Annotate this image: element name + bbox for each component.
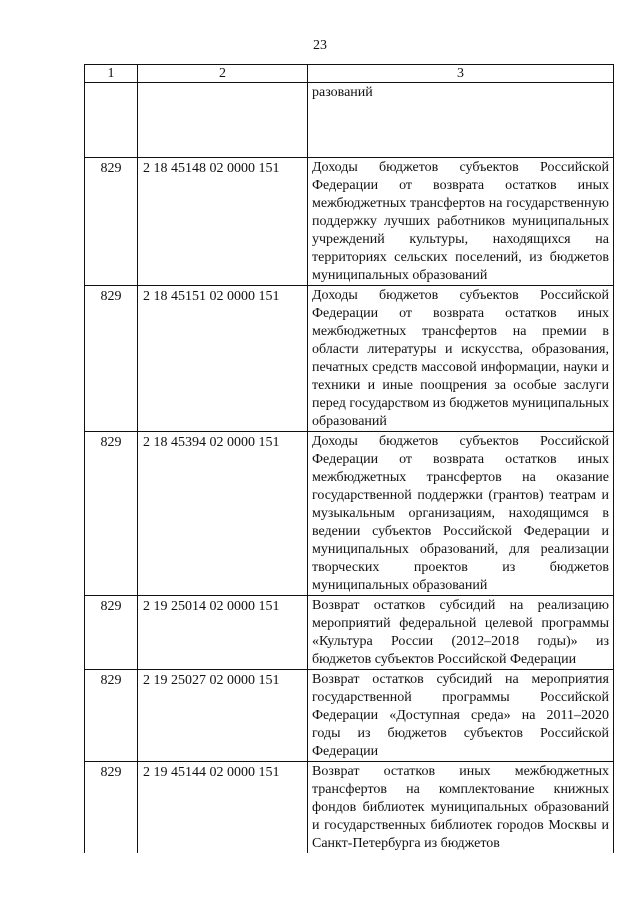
kbk-code-cell	[138, 83, 308, 158]
kbk-code-cell: 2 18 45151 02 0000 151	[138, 286, 308, 432]
admin-code-cell: 829	[85, 670, 138, 762]
table-row	[85, 762, 614, 854]
description-cell: Доходы бюджетов субъектов Российской Федерации от возврата остатков иных межбюджетных трансфертов на государственную поддержку лучших работников муниципальных учреждений культуры, находящихся на территориях сельских поселений, из бюджетов муниципальных образований	[308, 158, 614, 286]
table-row	[85, 286, 614, 432]
description-cell: Возврат остатков иных межбюджетных трансфертов на комплектование книжных фондов библиотек муниципальных образований и государственных библиотек городов Москвы и Санкт-Петербурга из бюджетов	[308, 762, 614, 854]
description-cell: Возврат остатков субсидий на реализацию мероприятий федеральной целевой программы «Культура России (2012–2018 годы)» из бюджетов субъектов Российской Федерации	[308, 596, 614, 670]
table-row	[85, 83, 614, 158]
description-cell: Доходы бюджетов субъектов Российской Федерации от возврата остатков иных межбюджетных трансфертов на оказание государственной поддержки (грантов) театрам и музыкальным организациям, находящимся в ведении субъектов Российской Федерации и муниципальных образований, для реализации творческих проектов из бюджетов муниципальных образований	[308, 432, 614, 596]
header-col-2: 2	[138, 65, 308, 83]
admin-code-cell: 829	[85, 432, 138, 596]
kbk-code-cell: 2 19 25027 02 0000 151	[138, 670, 308, 762]
table-row	[85, 158, 614, 286]
admin-code-cell: 829	[85, 596, 138, 670]
table-header-row	[85, 65, 614, 83]
admin-code-cell: 829	[85, 286, 138, 432]
description-cell: разований	[308, 83, 614, 158]
admin-code-cell: 829	[85, 158, 138, 286]
admin-code-cell	[85, 83, 138, 158]
kbk-code-cell: 2 18 45394 02 0000 151	[138, 432, 308, 596]
kbk-code-cell: 2 19 25014 02 0000 151	[138, 596, 308, 670]
kbk-code-cell: 2 19 45144 02 0000 151	[138, 762, 308, 854]
revenue-codes-table	[84, 64, 614, 853]
header-col-1: 1	[85, 65, 138, 83]
table-row	[85, 596, 614, 670]
admin-code-cell: 829	[85, 762, 138, 854]
kbk-code-cell: 2 18 45148 02 0000 151	[138, 158, 308, 286]
table-row	[85, 432, 614, 596]
header-col-3: 3	[308, 65, 614, 83]
table-row	[85, 670, 614, 762]
page-number: 23	[313, 38, 327, 53]
description-cell: Возврат остатков субсидий на мероприятия государственной программы Российской Федерации «Доступная среда» на 2011–2020 годы из бюджетов субъектов Российской Федерации	[308, 670, 614, 762]
description-cell: Доходы бюджетов субъектов Российской Федерации от возврата остатков иных межбюджетных трансфертов на премии в области литературы и искусства, образования, печатных средств массовой информации, науки и техники и иные поощрения за особые заслуги перед государством из бюджетов муниципальных образований	[308, 286, 614, 432]
